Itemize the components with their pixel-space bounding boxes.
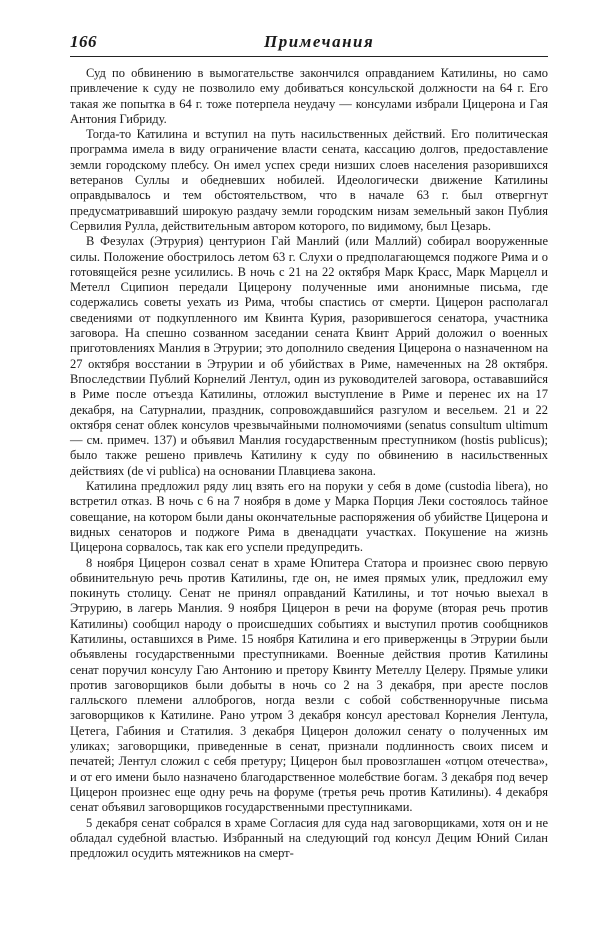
notes-text: [70, 66, 548, 861]
paragraph-2: Тогда-то Катилина и вступил на путь насильственных действий. Его политическая программа имела в виду ограничение власти сената, кассацию долгов, предоставление земли городскому плебсу. Он имел успех среди низших слоев населения разорившихся ветеранов Суллы и обедневших нобилей. Идеологически движение Катилины оправдывалось и тем обстоятельством, что в начале 63 г. был отвергнут предусматривавший широкую раздачу земли городским низам земельный закон Публия Сервилия Рулла, действительным автором которого, по видимому, был Цезарь.: [70, 127, 548, 233]
paragraph-5: 8 ноября Цицерон созвал сенат в храме Юпитера Статора и произнес свою первую обвинительную речь против Катилины, где он, не имея прямых улик, предложил ему покинуть столицу. Сенат не принял оправданий Катилины, и тот ночью выехал в Этрурию, в лагерь Манлия. 9 ноября Цицерон в речи на форуме (вторая речь против Катилины) сообщил народу о происшедших событиях и выступил против сообщников Катилины, оставшихся в Риме. 15 ноября Катилина и его приверженцы в Этрурии были объявлены государственными преступниками. Военные действия против Катилины сенат поручил консулу Гаю Антонию и претору Квинту Метеллу Целеру. Прямые улики против заговорщиков были добыты в ночь со 2 на 3 декабря, при аресте послов галльского племени аллоброгов, ногда везли с собой собственноручные письма заговорщиков к Катилине. Рано утром 3 декабря консул арестовал Корнелия Лентула, Цетега, Габиния и Статилия. 3 декабря Цицерон доложил сенату о полученных им уликах; заговорщики, приведенные в сенат, признали подлинность своих писем и печатей; Лентул сложил с себя претуру; Цицерон был провозглашен «отцом отечества», и от его имени было назначено благодарственное молебствие богам. 3 декабря под вечер Цицерон произнес еще одну речь на форуме (третья речь против Катилины). 4 декабря сенат объявил заговорщиков государственными преступниками.: [70, 555, 548, 815]
paragraph-3: В Фезулах (Этрурия) центурион Гай Манлий (или Маллий) собирал вооруженные силы. Положение обострилось летом 63 г. Слухи о предполагающемся поджоге Рима и о готовящейся резне усилились. В ночь с 21 на 22 октября Марк Красс, Марк Марцелл и Метелл Сципион передали Цицерону полученные ими анонимные письма, где содержались советы уехать из Рима, чтобы спастись от смерти. Цицерон располагал сведениями от подкупленного им Квинта Курия, разорившегося сенатора, участника заговора. На спешно созванном заседании сената Квинт Аррий доложил о военных приготовлениях Манлия в Этрурии; это дополнило сведения Цицерона о назначенном на 27 октября восстании в Этрурии и об убийствах в Риме, намеченных на 28 октября. Впоследствии Публий Корнелий Лентул, один из руководителей заговора, остававшийся в Риме после отъезда Катилины, отложил выступление в Риме и перенес их на 17 декабря, на Сатурналии, праздник, сопровождавшийся разгулом и весельем. 21 и 22 октября сенат облек консулов чрезвычайными полномочиями (senatus consultum ultimum — см. примеч. 137) и объявил Манлия государственным преступником (hostis publicus); было также решено привлечь Катилину к суду по обвинению в насильственных действиях (de vi publica) на основании Плавциева закона.: [70, 234, 548, 478]
running-title: Примечания: [264, 32, 375, 51]
paragraph-4: Катилина предложил ряду лиц взять его на поруки у себя в доме (custodia libera), но встретил отказ. В ночь с 6 на 7 ноября в доме у Марка Порция Леки состоялось тайное совещание, на котором были даны окончательные распоряжения об убийстве Цицерона и видных сенаторов и поджоге Рима в двенадцати участках. Покушение на жизнь Цицерона сорвалось, так как его успели предупредить.: [70, 479, 548, 555]
page-number: 166: [70, 32, 97, 51]
paragraph-1: Суд по обвинению в вымогательстве закончился оправданием Катилины, но само привлечение к суду не позволило ему добиваться консульской должности на 64 г. Его такая же попытка в 64 г. тоже потерпела неудачу — консулами избрали Цицерона и Гая Антония Гибриду.: [70, 66, 548, 126]
paragraph-6: 5 декабря сенат собрался в храме Согласия для суда над заговорщиками, хотя он и не обладал судебной властью. Избранный на следующий год консул Децим Юний Силан предложил осудить мятежников на смерт-: [70, 815, 548, 861]
header-rule: [70, 56, 548, 57]
page-header: [70, 32, 548, 54]
